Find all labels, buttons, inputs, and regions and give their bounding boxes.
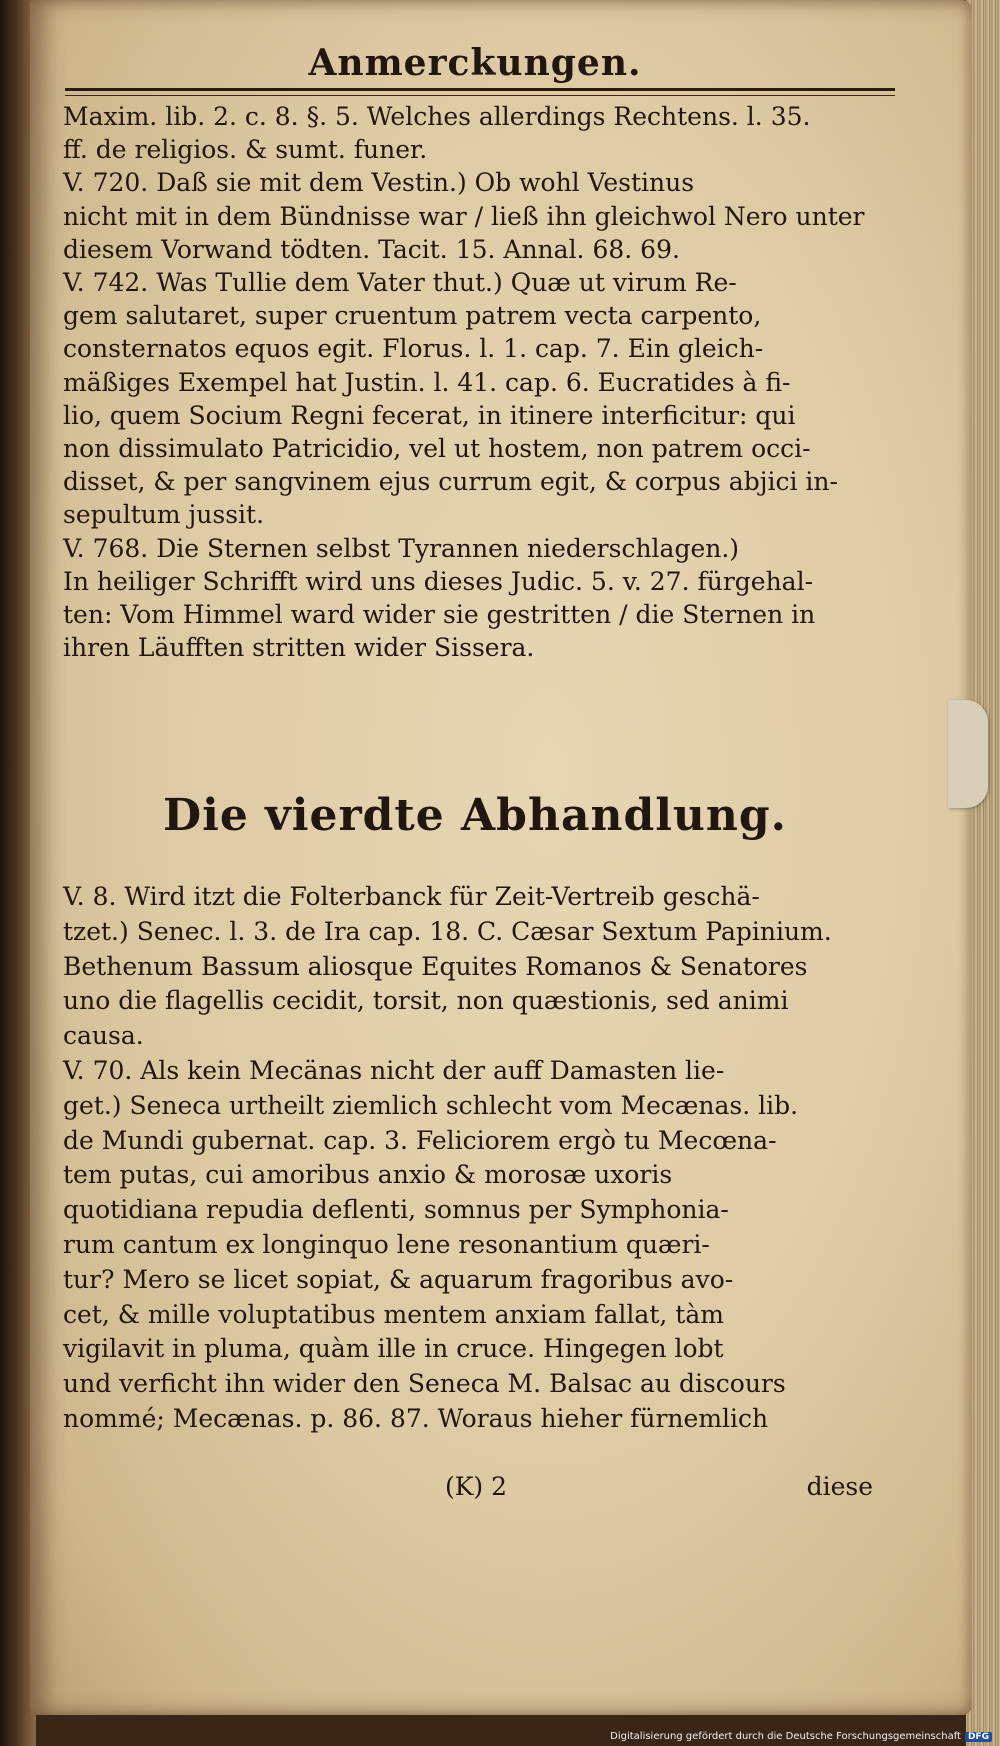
page-footer (55, 1472, 885, 1512)
text-line: V. 720. Daß sie mit dem Vestin.) Ob wohl Vestinus (63, 168, 695, 198)
page-text (55, 0, 895, 1715)
text-line: causa. (63, 1021, 144, 1051)
header-rule (65, 88, 895, 91)
text-line: cet, & mille voluptatibus mentem anxiam fallat, tàm (63, 1299, 724, 1329)
text-line: tem putas, cui amoribus anxio & morosæ uxoris (63, 1160, 673, 1190)
text-line: nicht mit in dem Bündnisse war / ließ ihn gleichwol Nero unter (63, 201, 865, 231)
text-line: de Mundi gubernat. cap. 3. Feliciorem ergò tu Mecœna- (63, 1125, 777, 1155)
text-line: non dissimulato Patricidio, vel ut hostem, non patrem occi- (63, 434, 811, 464)
text-line: Maxim. lib. 2. c. 8. §. 5. Welches allerdings Rechtens. l. 35. (63, 102, 811, 131)
text-line: Bethenum Bassum aliosque Equites Romanos & Senatores (63, 951, 808, 981)
catchword: diese (806, 1472, 873, 1501)
text-line: ten: Vom Himmel ward wider sie gestritten / die Sternen in (63, 600, 816, 630)
text-line: nommé; Mecænas. p. 86. 87. Woraus hieher fürnemlich (63, 1403, 769, 1433)
page-tab-marker (948, 700, 988, 808)
text-line: sepultum jussit. (63, 500, 265, 530)
text-line: mäßiges Exempel hat Justin. l. 41. cap. 6. Eucratides à fi- (63, 367, 791, 397)
text-line: V. 70. Als kein Mecänas nicht der auff Damasten lie- (63, 1055, 725, 1085)
text-line: rum cantum ex longinquo lene resonantium quæri- (63, 1229, 710, 1259)
text-line: V. 768. Die Sternen selbst Tyrannen niederschlagen.) (63, 533, 740, 563)
signature-mark: (K) 2 (445, 1472, 508, 1501)
annotations-part-2 (63, 880, 893, 1437)
text-line: In heiliger Schrifft wird uns dieses Judic. 5. v. 27. fürgehal- (63, 566, 814, 596)
text-line: uno die flagellis cecidit, torsit, non quæstionis, sed animi (63, 986, 789, 1016)
text-line: vigilavit in pluma, quàm ille in cruce. Hingegen lobt (63, 1334, 724, 1364)
text-line: get.) Seneca urtheilt ziemlich schlecht vom Mecænas. lib. (63, 1090, 799, 1120)
section-title: Die vierdte Abhandlung. (163, 790, 787, 841)
running-header: Anmerckungen. (308, 42, 642, 84)
text-line: und verficht ihn wider den Seneca M. Balsac au discours (63, 1369, 786, 1399)
text-line: tur? Mero se licet sopiat, & aquarum fragoribus avo- (63, 1264, 734, 1294)
text-line: quotidiana repudia deflenti, somnus per Symphonia- (63, 1195, 729, 1225)
text-line: disset, & per sangvinem ejus currum egit, & corpus abjici in- (63, 467, 838, 497)
text-line: V. 742. Was Tullie dem Vater thut.) Quæ ut virum Re- (63, 268, 737, 298)
text-line: lio, quem Socium Regni fecerat, in itinere interficitur: qui (63, 400, 796, 430)
digitization-credit (610, 1731, 992, 1742)
annotations-part-1 (63, 100, 893, 664)
header-rule-thin (65, 95, 895, 96)
text-line: tzet.) Senec. l. 3. de Ira cap. 18. C. Cæsar Sextum Papinium. (63, 916, 832, 946)
text-line: ff. de religios. & sumt. funer. (63, 135, 428, 165)
text-line: consternatos equos egit. Florus. l. 1. cap. 7. Ein gleich- (63, 334, 764, 364)
text-line: gem salutaret, super cruentum patrem vecta carpento, (63, 301, 762, 331)
text-line: diesem Vorwand tödten. Tacit. 15. Annal. 68. 69. (63, 234, 680, 264)
text-line: V. 8. Wird itzt die Folterbanck für Zeit-Vertreib geschä- (63, 882, 760, 911)
dfg-logo: DFG (965, 1732, 992, 1742)
credit-text: Digitalisierung gefördert durch die Deutsche Forschungsgemeinschaft (610, 1731, 961, 1742)
text-line: ihren Läufften stritten wider Sissera. (63, 633, 535, 663)
